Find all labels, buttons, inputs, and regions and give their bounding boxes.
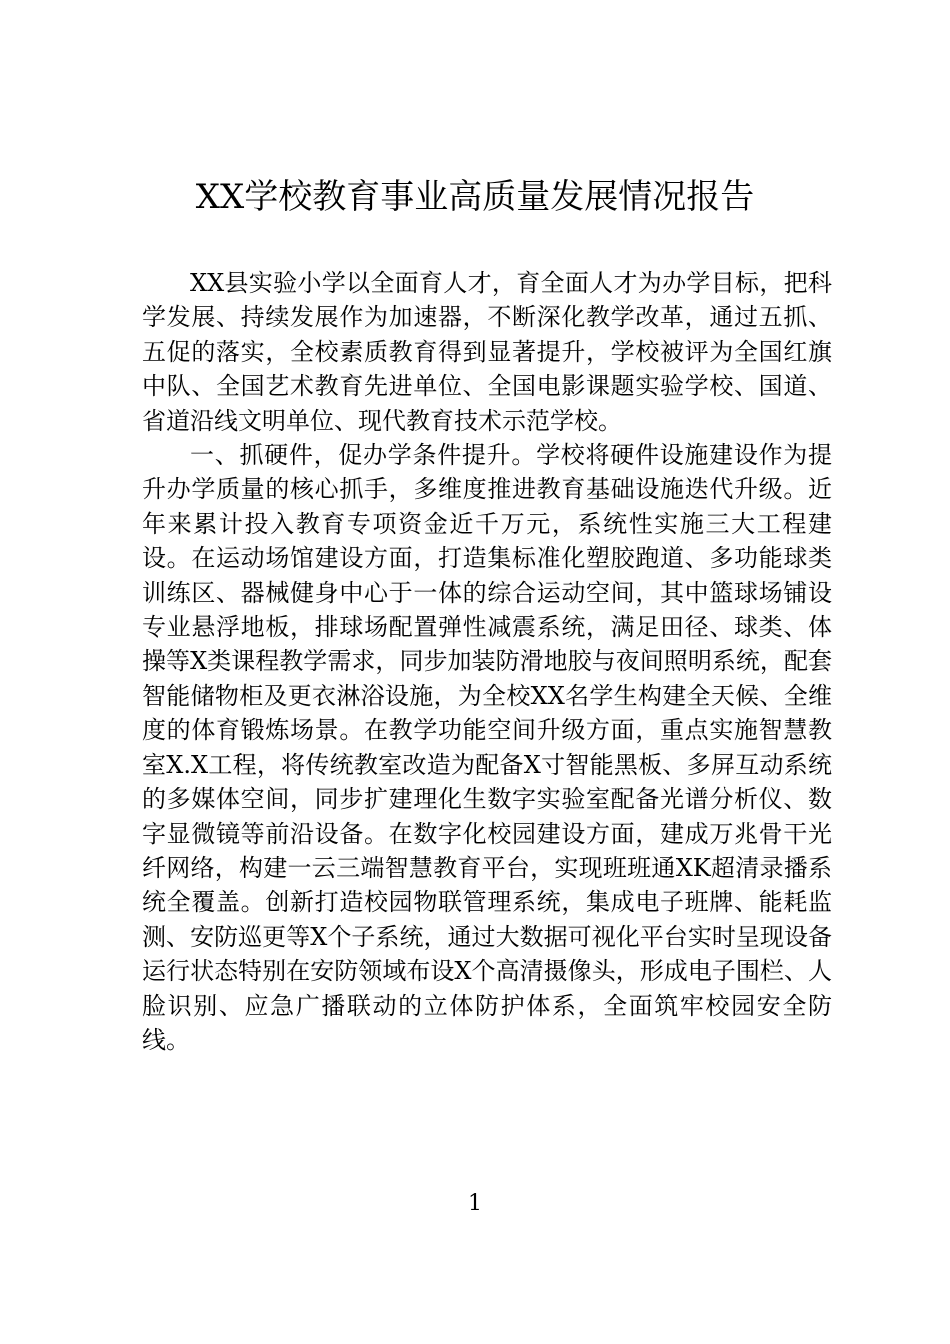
document-body [142, 266, 832, 1057]
document-title: XX学校教育事业高质量发展情况报告 [195, 177, 755, 217]
intro-paragraph: XX县实验小学以全面育人才，育全面人才为办学目标，把科学发展、持续发展作为加速器，不断深化教学改革，通过五抓、五促的落实，全校素质教育得到显著提升，学校被评为全国红旗中队、全国艺术教育先进单位、全国电影课题实验学校、国道、省道沿线文明单位、现代教育技术示范学校。 [142, 269, 832, 435]
section-one-paragraph: 一、抓硬件，促办学条件提升。学校将硬件设施建设作为提升办学质量的核心抓手，多维度推进教育基础设施迭代升级。近年来累计投入教育专项资金近千万元，系统性实施三大工程建设。在运动场馆建设方面，打造集标准化塑胶跑道、多功能球类训练区、器械健身中心于一体的综合运动空间，其中篮球场铺设专业悬浮地板，排球场配置弹性减震系统，满足田径、球类、体操等X类课程教学需求，同步加装防滑地胶与夜间照明系统，配套智能储物柜及更衣淋浴设施，为全校XX名学生构建全天候、全维度的体育锻炼场景。在教学功能空间升级方面，重点实施智慧教室X.X工程，将传统教室改造为配备X寸智能黑板、多屏互动系统的多媒体空间，同步扩建理化生数字实验室配备光谱分析仪、数字显微镜等前沿设备。在数字化校园建设方面，建成万兆骨干光纤网络，构建一云三端智慧教育平台，实现班班通XK超清录播系统全覆盖。创新打造校园物联管理系统，集成电子班牌、能耗监测、安防巡更等X个子系统，通过大数据可视化平台实时呈现设备运行状态特别在安防领域布设X个高清摄像头，形成电子围栏、人脸识别、应急广播联动的立体防护体系，全面筑牢校园安全防线。 [142, 441, 832, 1054]
page-number: 1 [468, 1191, 482, 1216]
